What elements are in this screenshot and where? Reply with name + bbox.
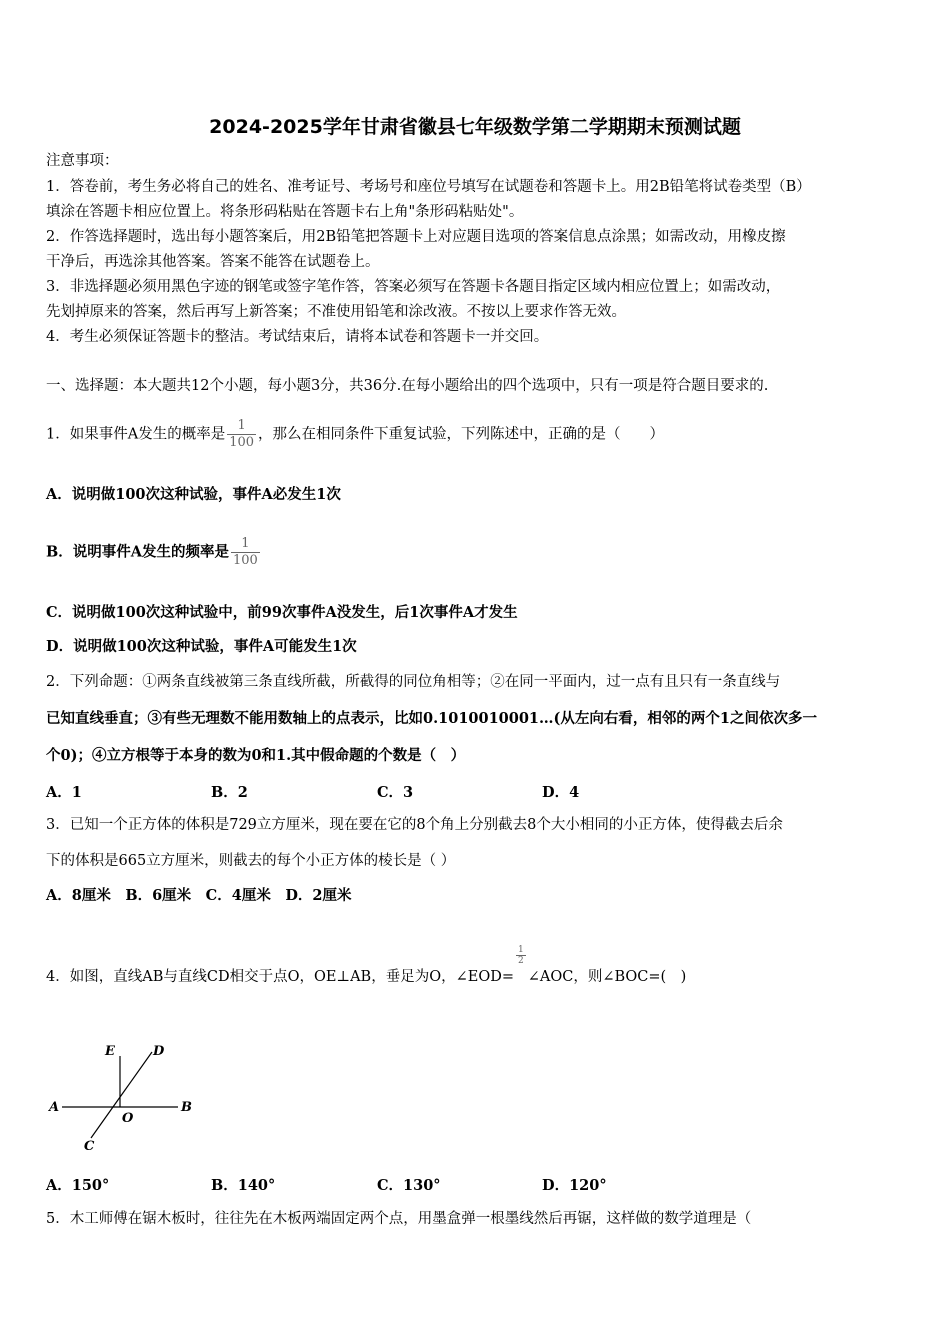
q1-option-c: C．说明做100次这种试验中，前99次事件A没发生，后1次事件A才发生 <box>46 604 518 621</box>
fraction-numerator: 1 <box>231 536 260 553</box>
fraction-denominator: 2 <box>517 956 524 966</box>
q3-line: 下的体积是665立方厘米，则截去的每个小正方体的棱长是（ ） <box>46 853 456 869</box>
fraction-denominator: 100 <box>229 435 255 450</box>
q4-stem-start: 4．如图，直线AB与直线CD相交于点O，OE⊥AB，垂足为O，∠EOD= <box>46 969 514 985</box>
fraction-numerator: 1 <box>517 945 524 955</box>
q1-stem-start: 1．如果事件A发生的概率是 <box>46 426 226 443</box>
label-c: C <box>84 1139 95 1154</box>
label-b: B <box>181 1100 192 1115</box>
q4-stem-end: ∠AOC，则∠BOC=( ) <box>527 969 687 985</box>
q4-option-d: D．120° <box>542 1177 607 1194</box>
q2-option-d: D．4 <box>542 784 580 801</box>
q1-fraction <box>227 418 256 451</box>
notice-line: 先划掉原来的答案，然后再写上新答案；不准使用铅笔和涂改液。不按以上要求作答无效。 <box>46 304 626 320</box>
notice-heading: 注意事项： <box>46 153 119 169</box>
notice-line: 4．考生必须保证答题卡的整洁。考试结束后，请将本试卷和答题卡一并交回。 <box>46 329 549 345</box>
label-o: O <box>122 1111 134 1126</box>
question-1 <box>46 418 664 451</box>
fraction-denominator: 100 <box>233 553 258 568</box>
page-title: 2024-2025学年甘肃省徽县七年级数学第二学期期末预测试题 <box>209 116 741 138</box>
fraction-numerator: 1 <box>227 418 256 435</box>
notice-line: 干净后，再选涂其他答案。答案不能答在试题卷上。 <box>46 254 380 270</box>
q2-option-b: B．2 <box>211 784 248 801</box>
label-e: E <box>105 1044 115 1059</box>
section-heading: 一、选择题：本大题共12个小题，每小题3分，共36分.在每小题给出的四个选项中，只有一项是符合题目要求的. <box>46 378 769 394</box>
q4-geometry-figure <box>44 1038 204 1158</box>
label-a: A <box>49 1100 60 1115</box>
q1-option-b-fraction <box>231 536 260 569</box>
notice-line: 2．作答选择题时，选出每小题答案后，用2B铅笔把答题卡上对应题目选项的答案信息点涂黑；如需改动，用橡皮擦 <box>46 229 786 245</box>
q4-option-b: B．140° <box>211 1177 276 1194</box>
q2-line: 2．下列命题：①两条直线被第三条直线所截，所截得的同位角相等；②在同一平面内，过一点有且只有一条直线与 <box>46 674 781 690</box>
q2-line: 已知直线垂直；③有些无理数不能用数轴上的点表示，比如0.1010010001…(从左向右看，相邻的两个1之间依次多一 <box>46 710 817 727</box>
q3-line: 3．已知一个正方体的体积是729立方厘米，现在要在它的8个角上分别截去8个大小相同的小正方体，使得截去后余 <box>46 817 783 833</box>
q1-option-b-text: B．说明事件A发生的频率是 <box>46 543 230 561</box>
notice-line: 1．答卷前，考生务必将自己的姓名、准考证号、考场号和座位号填写在试题卷和答题卡上。用2B铅笔将试卷类型（B） <box>46 179 811 195</box>
label-d: D <box>153 1044 165 1059</box>
q4-option-a: A．150° <box>46 1177 110 1194</box>
q2-option-a: A．1 <box>46 784 82 801</box>
q1-option-d: D．说明做100次这种试验，事件A可能发生1次 <box>46 638 357 655</box>
q2-line: 个0)；④立方根等于本身的数为0和1.其中假命题的个数是（ ） <box>46 747 466 764</box>
q1-stem-end: ，那么在相同条件下重复试验，下列陈述中，正确的是（ ） <box>258 426 665 443</box>
notice-line: 3．非选择题必须用黑色字迹的钢笔或签字笔作答，答案必须写在答题卡各题目指定区域内相应位置上；如需改动， <box>46 279 781 295</box>
question-5: 5．木工师傅在锯木板时，往往先在木板两端固定两个点，用墨盒弹一根墨线然后再锯，这样做的数学道理是（ <box>46 1211 752 1227</box>
q1-option-b <box>46 536 262 569</box>
q1-option-a: A．说明做100次这种试验，事件A必发生1次 <box>46 486 341 503</box>
q4-option-c: C．130° <box>377 1177 441 1194</box>
q2-option-c: C．3 <box>377 784 414 801</box>
notice-line: 填涂在答题卡相应位置上。将条形码粘贴在答题卡右上角"条形码粘贴处"。 <box>46 204 524 220</box>
question-4 <box>46 945 686 987</box>
q4-fraction <box>516 945 526 966</box>
q3-options: A．8厘米 B．6厘米 C．4厘米 D．2厘米 <box>46 887 352 904</box>
